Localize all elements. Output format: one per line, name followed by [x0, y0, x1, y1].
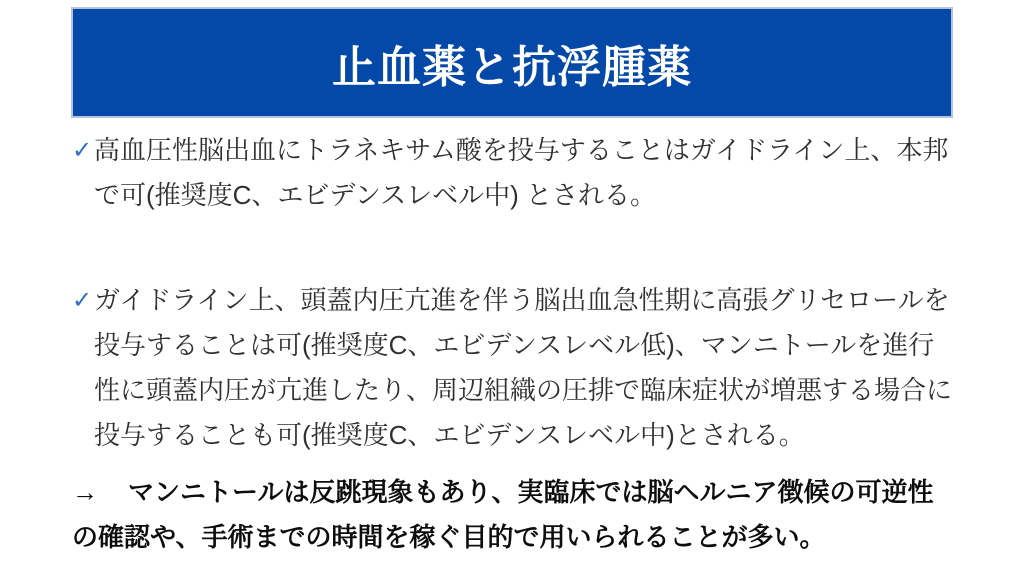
- bullet-text: 高血圧性脳出血にトラネキサム酸を投与することはガイドライン上、本邦で可(推奨度C、エビデンスレベル中) とされる。: [94, 135, 949, 210]
- conclusion-paragraph: [72, 470, 953, 560]
- checkmark-icon: ✓: [72, 137, 93, 164]
- bullet-item-tranexamic: [72, 128, 953, 218]
- slide-body: [72, 128, 953, 560]
- bullet-item-glycerol-mannitol: [72, 278, 953, 458]
- slide-title: 止血薬と抗浮腫薬: [332, 42, 692, 92]
- title-banner: [71, 7, 953, 118]
- bullet-text: ガイドライン上、頭蓋内圧亢進を伴う脳出血急性期に高張グリセロールを投与することは可(推奨度C、エビデンスレベル低)、マンニトールを進行性に頭蓋内圧が亢進したり、周辺組織の圧排で臨床症状が増悪する場合に投与することも可(推奨度C、エビデンスレベル中)とされる。: [94, 285, 953, 450]
- conclusion-text: マンニトールは反跳現象もあり、実臨床では脳ヘルニア徴候の可逆性の確認や、手術までの時間を稼ぐ目的で用いられることが多い。: [72, 477, 934, 552]
- checkmark-icon: ✓: [72, 287, 93, 314]
- arrow-right-icon: →: [72, 477, 98, 507]
